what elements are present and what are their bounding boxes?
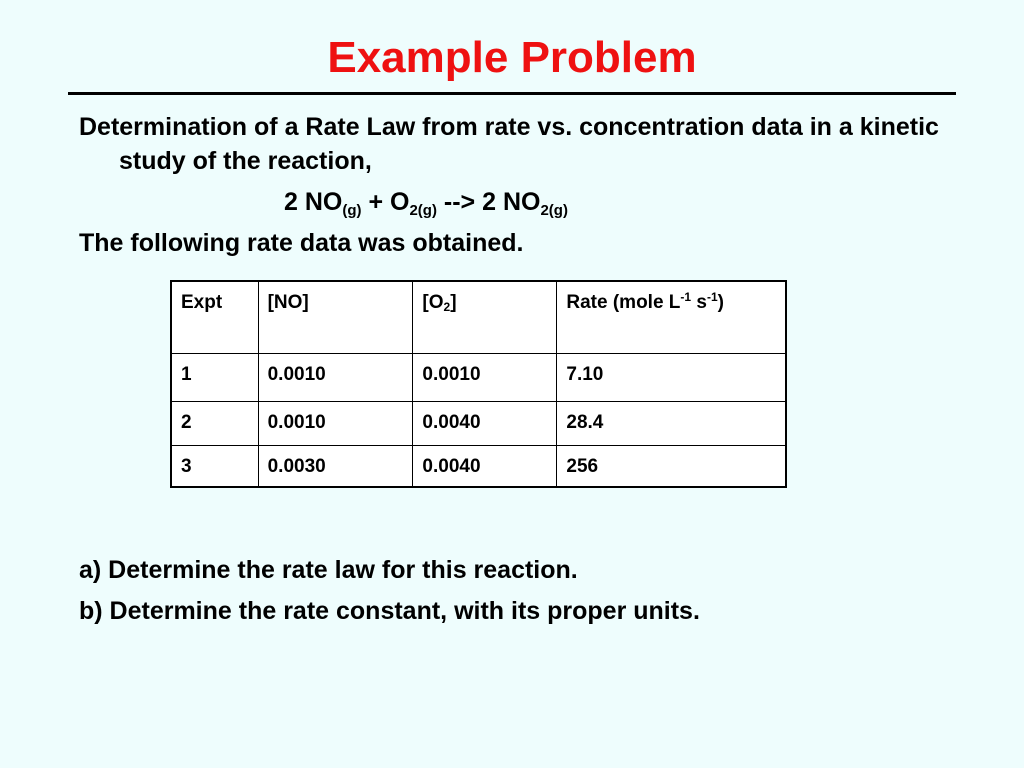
header-o2-sub: 2 (443, 300, 451, 314)
header-rate-exp1: -1 (680, 290, 692, 304)
cell-o2: 0.0010 (413, 353, 557, 401)
table-row (171, 401, 786, 445)
table-row (171, 353, 786, 401)
cell-expt: 2 (171, 401, 258, 445)
rate-data-table (170, 280, 787, 488)
question-b: b) Determine the rate constant, with its proper units. (79, 597, 700, 625)
cell-expt: 3 (171, 445, 258, 487)
header-o2 (413, 281, 557, 353)
header-rate-close: ) (717, 292, 724, 313)
table-header-row (171, 281, 786, 353)
header-expt: Expt (171, 281, 258, 353)
cell-rate: 256 (557, 445, 786, 487)
header-o2-close: ] (450, 292, 457, 313)
cell-o2: 0.0040 (413, 401, 557, 445)
equation-no-state: (g) (342, 202, 362, 219)
equation-no: 2 NO (284, 188, 343, 216)
header-rate-exp2: -1 (706, 290, 718, 304)
header-no: [NO] (258, 281, 413, 353)
slide-title: Example Problem (327, 33, 697, 82)
cell-o2: 0.0040 (413, 445, 557, 487)
cell-rate: 28.4 (557, 401, 786, 445)
equation-plus-o2: + O (361, 188, 410, 216)
cell-no: 0.0030 (258, 445, 413, 487)
equation-no2-state: 2(g) (540, 202, 568, 219)
header-rate (557, 281, 786, 353)
header-o2-open: [O (422, 292, 444, 313)
cell-no: 0.0010 (258, 401, 413, 445)
table-row (171, 445, 786, 487)
cell-no: 0.0010 (258, 353, 413, 401)
equation-arrow-no2: --> 2 NO (436, 188, 541, 216)
followup-text: The following rate data was obtained. (79, 229, 524, 257)
header-rate-prefix: Rate (mole L (566, 292, 681, 313)
reaction-equation (284, 185, 568, 219)
title-divider (68, 92, 956, 95)
cell-expt: 1 (171, 353, 258, 401)
header-rate-mid: s (691, 292, 707, 313)
question-a: a) Determine the rate law for this reaction. (79, 556, 578, 584)
equation-o2-state: 2(g) (409, 202, 437, 219)
intro-text: Determination of a Rate Law from rate vs. concentration data in a kinetic study of the reaction, (79, 113, 939, 175)
cell-rate: 7.10 (557, 353, 786, 401)
